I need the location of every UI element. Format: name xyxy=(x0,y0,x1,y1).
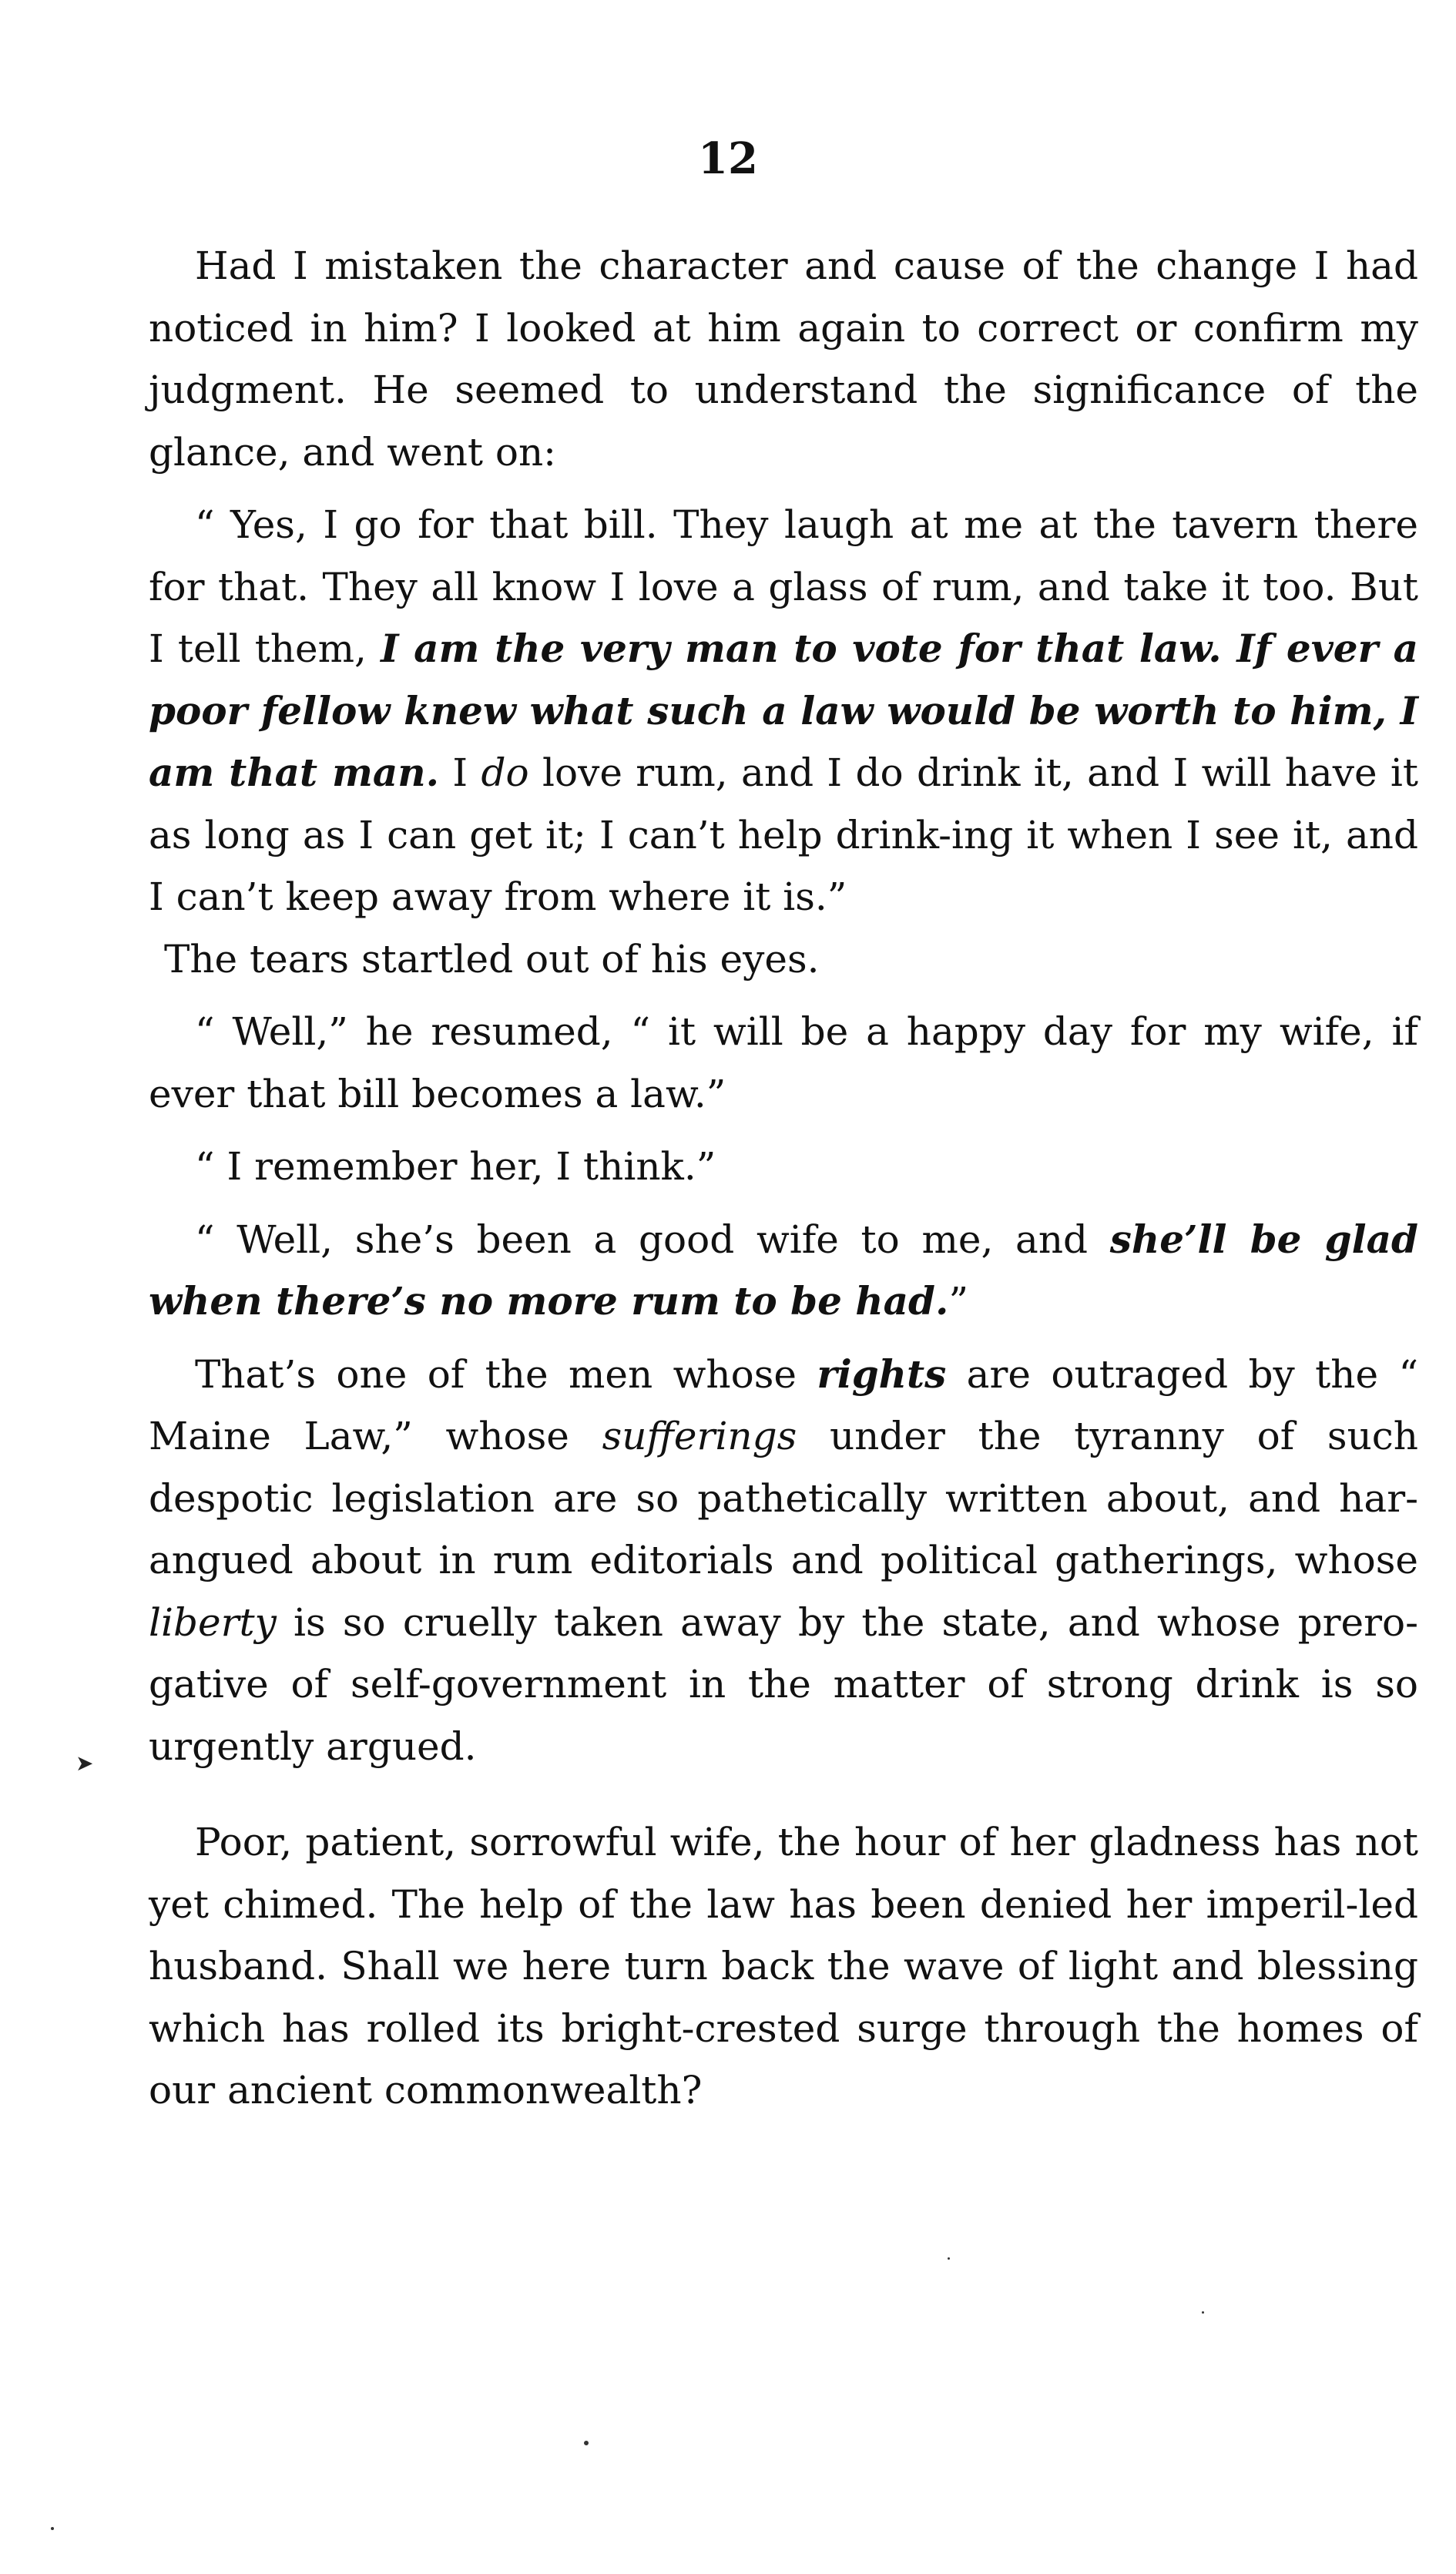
paragraph-3 xyxy=(149,928,1418,991)
paragraph-text: The tears startled out of his eyes. xyxy=(164,936,820,982)
paragraph-text: love rum, and I do drink it, and I will have it as long as I can get it; I can’t help drink-ing it when I see it, and I can’t keep away from where it is.” xyxy=(149,750,1418,919)
italic-word: rights xyxy=(817,1351,947,1397)
italic-word: do xyxy=(481,750,529,795)
italic-passage: she’ll be glad when there’s no more rum to be had. xyxy=(149,1216,1418,1324)
scan-speck xyxy=(51,2527,54,2530)
scan-speck xyxy=(584,2441,589,2445)
paragraph-text: “ Well, she’s been a good wife to me, and xyxy=(195,1217,1110,1262)
paragraph-text: I xyxy=(439,750,481,795)
paragraph-text: Had I mistaken the character and cause of the change I had noticed in him? I looked at him again to correct or confirm my judgment. He seemed to understand the significance of the glance, and went on: xyxy=(149,243,1418,475)
paragraph-text: is so cruelly taken away by the state, and whose prero-gative of self-government in the matter of strong drink is so urgently argued. xyxy=(149,1599,1418,1769)
paragraph-5 xyxy=(149,1136,1418,1198)
paragraph-text: That’s one of the men whose xyxy=(195,1351,817,1397)
italic-word: liberty xyxy=(149,1599,277,1645)
scan-speck xyxy=(948,2257,950,2260)
paragraph-text: ” xyxy=(948,1279,968,1324)
paragraph-2 xyxy=(149,494,1418,928)
paragraph-7 xyxy=(149,1344,1418,1778)
italic-word: sufferings xyxy=(602,1414,797,1458)
italic-passage: I am the very man to vote for that law. If ever a poor fellow knew what such a law would be worth to him, I am that man. xyxy=(149,626,1418,795)
body-text xyxy=(149,235,1418,2122)
paragraph-text: “ Yes, I go for that bill. They laugh at me at the tavern there for that. They all know I love a glass of rum, and take it too. But I tell them, xyxy=(149,502,1418,671)
paragraph-8 xyxy=(149,1811,1418,2122)
paragraph-6 xyxy=(149,1209,1418,1333)
paragraph-text: are outraged by the “ Maine Law,” whose xyxy=(149,1351,1419,1458)
paragraph-1 xyxy=(149,235,1418,483)
paragraph-text: “ I remember her, I think.” xyxy=(195,1144,716,1189)
paragraph-text: under the tyranny of such despotic legislation are so pathetically written about, and har-angued about in rum editorials and political gatherings, whose xyxy=(149,1414,1418,1582)
paragraph-text: “ Well,” he resumed, “ it will be a happy day for my wife, if ever that bill becomes a law.” xyxy=(149,1009,1418,1116)
page-number: 12 xyxy=(698,133,758,184)
paragraph-4 xyxy=(149,1001,1418,1125)
margin-mark-icon: ➤ xyxy=(75,1750,94,1776)
scan-speck xyxy=(1202,2311,1204,2314)
paragraph-text: Poor, patient, sorrowful wife, the hour of her gladness has not yet chimed. The help of the law has been denied her imperil-led husband. Shall we here turn back the wave of light and blessing which has rolled its bright-crested surge through the homes of our ancient commonwealth? xyxy=(149,1820,1418,2113)
